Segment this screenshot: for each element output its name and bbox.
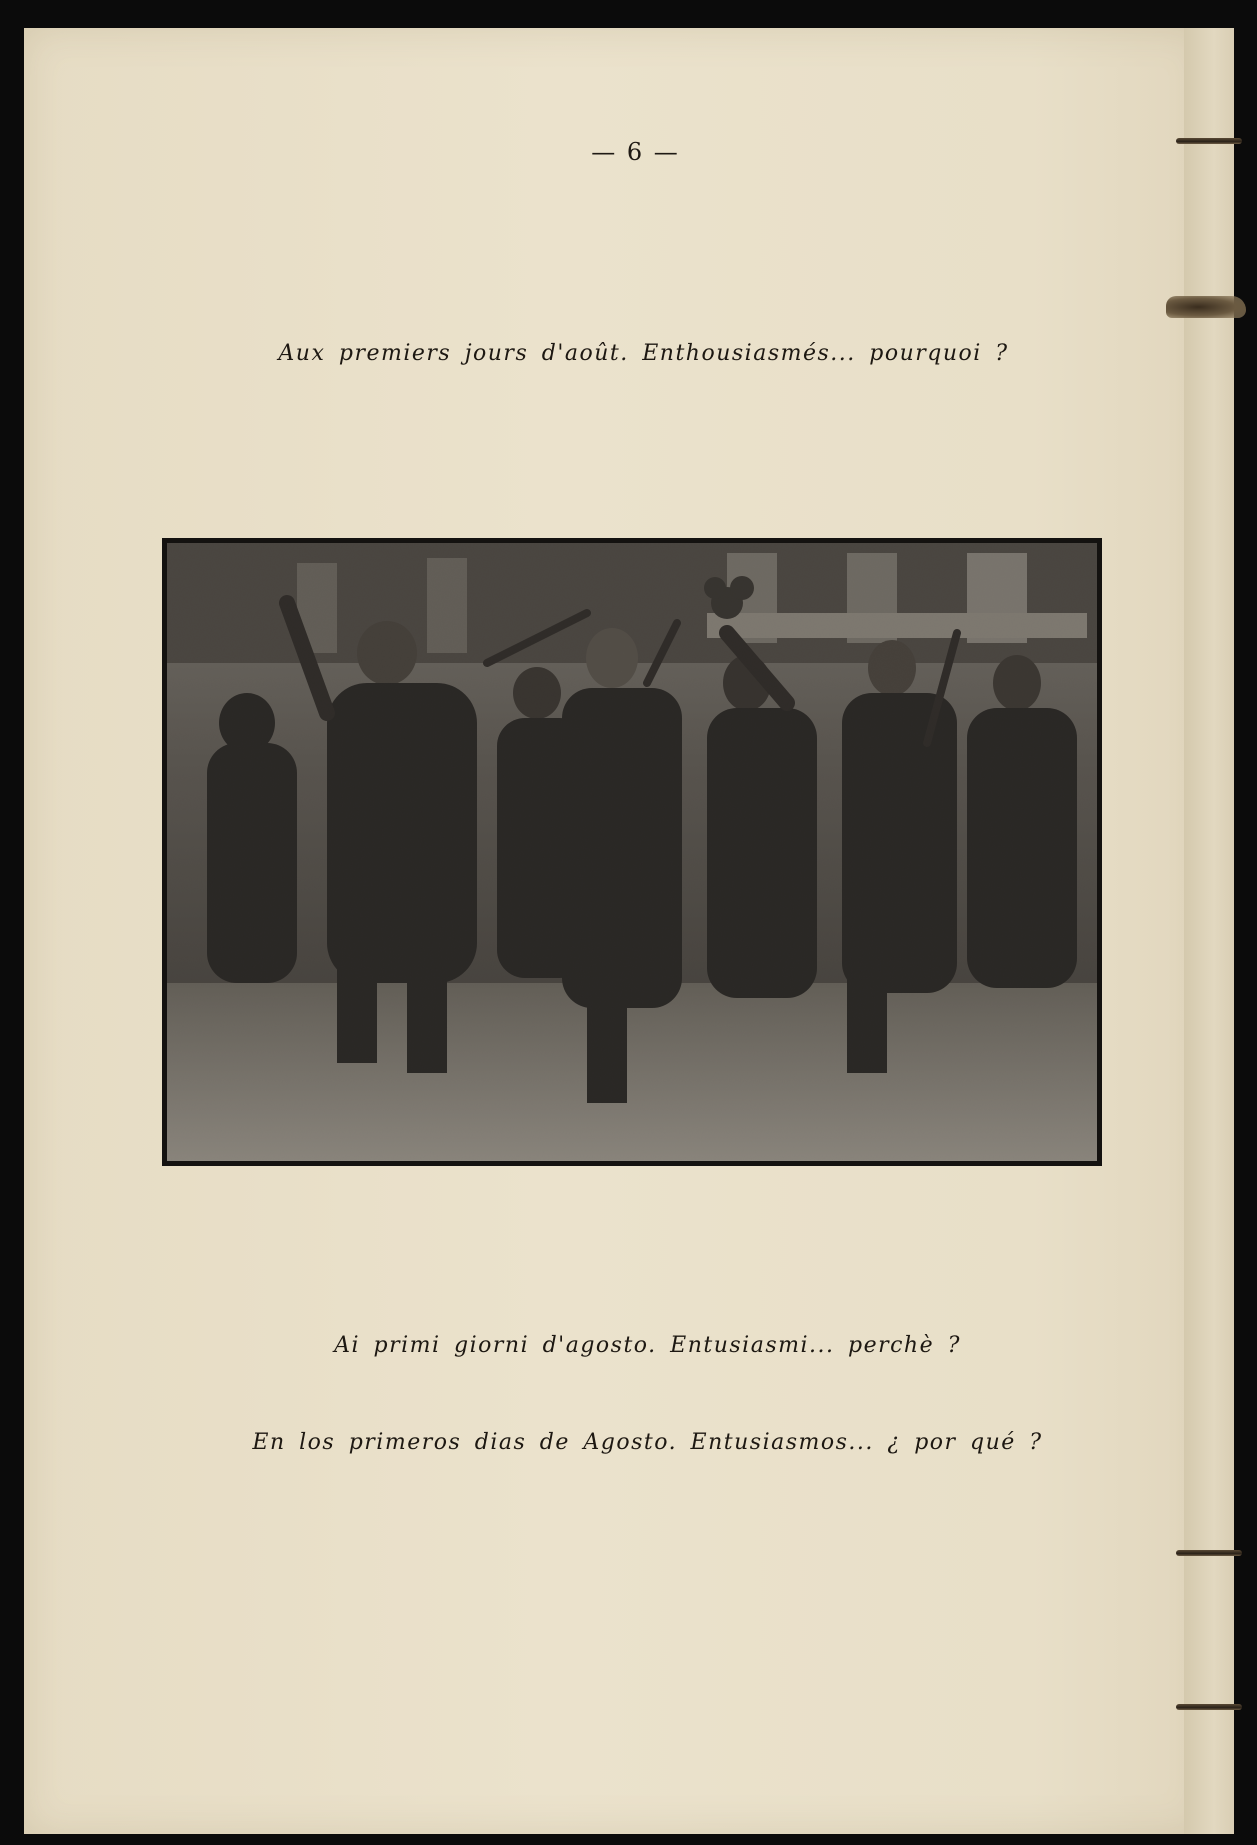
page-number: — 6 — (591, 138, 680, 166)
binding-staple-mark (1176, 138, 1242, 144)
caption-french: Aux premiers jours d'août. Enthousiasmés... pourquoi ? (278, 341, 1009, 366)
binding-staple-mark (1176, 1704, 1242, 1710)
caption-spanish: En los primeros dias de Agosto. Entusiasmos... ¿ por qué ? (252, 1430, 1043, 1455)
binding-staple-mark (1176, 1550, 1242, 1556)
binding-tear-mark (1166, 296, 1246, 318)
caption-italian: Ai primi giorni d'agosto. Entusiasmi... perchè ? (334, 1333, 961, 1358)
marching-soldiers-photo (167, 543, 1097, 1161)
photograph-frame (162, 538, 1102, 1166)
paper-page (24, 28, 1208, 1834)
